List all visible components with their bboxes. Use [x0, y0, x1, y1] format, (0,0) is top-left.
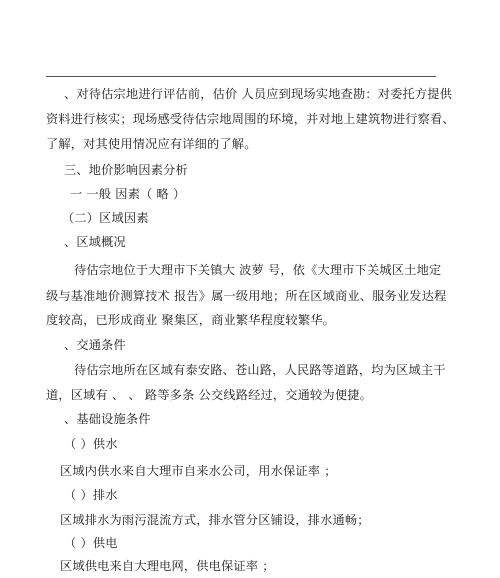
paragraph-traffic-line-2: 道，区域有 、 、 路等多条 公交线路经过，交通较为便捷。	[46, 388, 372, 402]
paragraph-traffic-line-1: 待估宗地所在区域有泰安路、苍山路，人民路等道路，均为区域主干	[74, 363, 446, 377]
subheading-general: 一 一般 因素（ 略 ）	[70, 187, 186, 201]
subitem-power-supply: （ ）供电	[64, 536, 118, 550]
paragraph-overview-line-1: 待估宗地位于大理市下关镇大 波萝 号，依《大理市下关城区土地定	[74, 263, 442, 277]
paragraph-survey-line-3: 了解，对其使用情况应有详细的了解。	[46, 137, 257, 151]
paragraph-drainage: 区域排水为雨污混流方式，排水管分区铺设，排水通畅；	[60, 513, 370, 527]
paragraph-water-supply: 区域内供水来自大理市自来水公司，用水保证率 ；	[60, 464, 337, 478]
subitem-drainage: （ ）排水	[64, 488, 118, 502]
paragraph-survey-line-1: 、对待估宗地进行评估前，估价 人员应到现场实地查勘：对委托方提供	[64, 87, 453, 101]
paragraph-overview-line-3: 度较高，已形成商业 聚集区，商业繁华程度较繁华。	[46, 313, 335, 327]
item-heading-overview: 、区域概况	[64, 235, 126, 249]
header-divider	[46, 76, 436, 77]
subheading-regional: （二）区域因素	[62, 211, 149, 225]
paragraph-power-supply: 区域供电来自大理电网，供电保证率 ；	[60, 559, 275, 573]
item-heading-infrastructure: 、基础设施条件	[64, 412, 151, 426]
item-heading-traffic: 、交通条件	[64, 338, 126, 352]
paragraph-overview-line-2: 级与基准地价测算技术 报告》属一级用地；所在区域商业、服务业发达程	[46, 289, 447, 303]
paragraph-survey-line-2: 资料进行核实；现场感受待估宗地周围的环境，并对地上建筑物进行察看、	[46, 112, 455, 126]
subitem-water-supply: （ ）供水	[64, 437, 118, 451]
section-heading-factors: 三、地价影响因素分析	[64, 163, 188, 177]
